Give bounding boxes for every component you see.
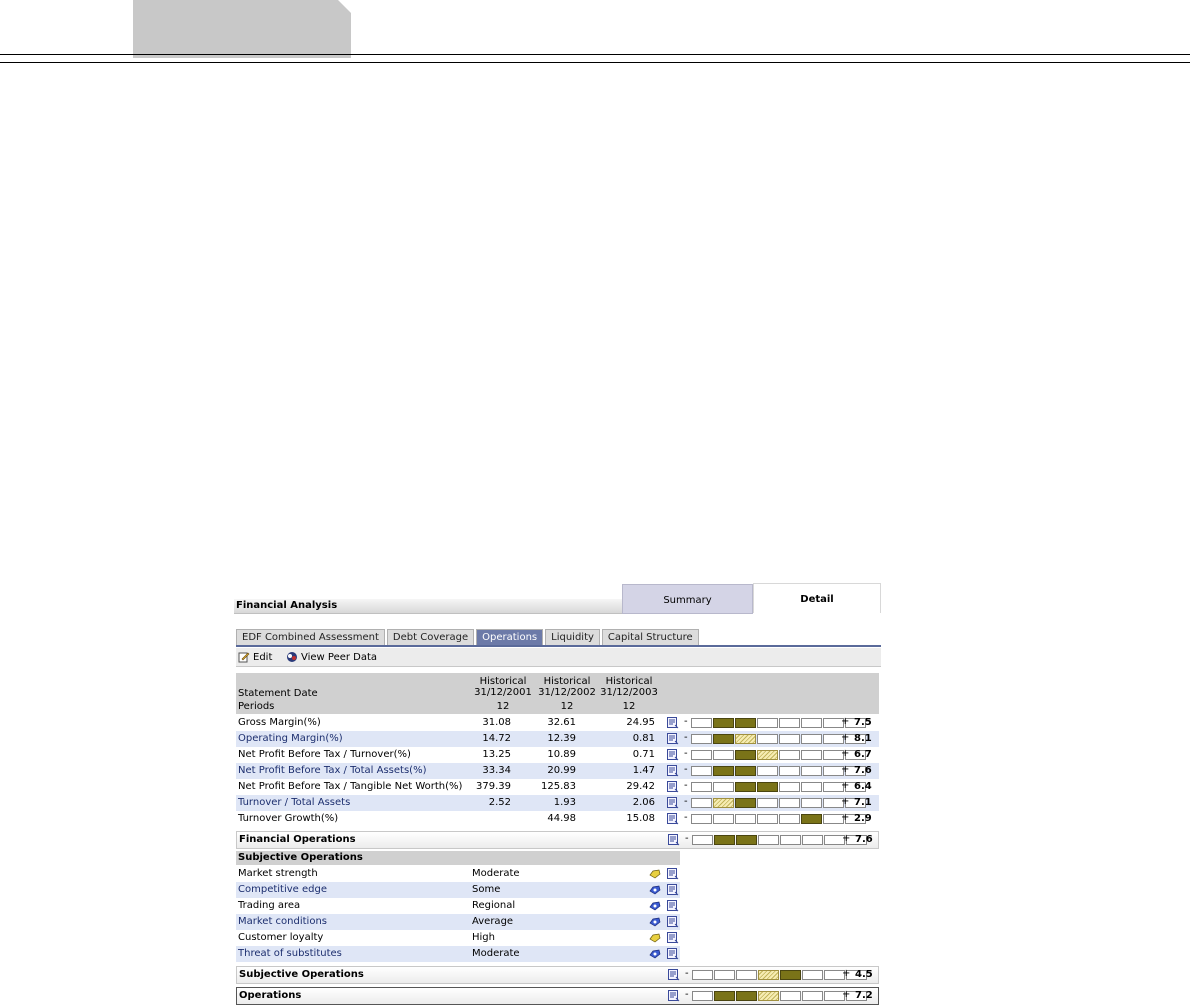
scale-cell-empty (692, 970, 713, 980)
column-header (236, 673, 879, 714)
scale-cell-empty (801, 718, 822, 728)
table-row (236, 811, 879, 827)
score-value: 2.9 (854, 813, 872, 824)
scale-cell-empty (780, 991, 801, 1001)
scale-minus: - (684, 764, 688, 775)
list-item (236, 882, 680, 898)
notes-icon[interactable] (667, 733, 679, 745)
row-value: Moderate (472, 948, 520, 959)
row-value-v2: 32.61 (547, 717, 576, 728)
row-value-v2: 1.93 (553, 797, 576, 808)
scale-cell-empty (757, 718, 778, 728)
notes-icon[interactable] (667, 781, 679, 793)
subtab-liquidity[interactable]: Liquidity (545, 629, 600, 645)
col-header-2003 (596, 676, 662, 712)
col-periods: 12 (560, 701, 574, 712)
score-value: 6.7 (854, 749, 872, 760)
scale-cell-hatched (758, 970, 779, 980)
scale-plus: + (841, 764, 850, 775)
row-label: Net Profit Before Tax / Turnover(%) (238, 749, 411, 760)
row-label: Turnover / Total Assets (238, 797, 351, 808)
periods-label: Periods (238, 701, 275, 712)
edit-label: Edit (253, 651, 273, 663)
score-value: 7.6 (855, 834, 873, 845)
operations-summary (236, 987, 879, 1005)
scale-cell-empty (802, 835, 823, 845)
score-value: 7.1 (854, 797, 872, 808)
list-item (236, 898, 680, 914)
scale-cell-filled (713, 718, 734, 728)
row-value: High (472, 932, 495, 943)
scale-plus: + (841, 732, 850, 743)
scale-cell-filled (735, 798, 756, 808)
peer-hand-icon[interactable] (649, 916, 661, 928)
notes-icon[interactable] (667, 813, 679, 825)
header-rule-bottom (0, 62, 1190, 63)
scale-minus: - (684, 732, 688, 743)
scale-cell-empty (757, 734, 778, 744)
row-value-v2: 12.39 (547, 733, 576, 744)
notes-icon[interactable] (667, 916, 679, 928)
scale-cell-empty (779, 734, 800, 744)
col-type: Historical (479, 676, 527, 687)
scale-plus: + (842, 989, 851, 1000)
scale-cell-filled (780, 970, 801, 980)
scale-cell-empty (801, 782, 822, 792)
col-date: 31/12/2002 (538, 687, 596, 698)
row-value-v3: 0.81 (632, 733, 655, 744)
col-periods: 12 (496, 701, 510, 712)
tab-summary[interactable]: Summary (622, 584, 753, 614)
scale-cell-empty (779, 798, 800, 808)
scale-cell-empty (691, 718, 712, 728)
score-value: 7.2 (855, 990, 873, 1001)
scale-cell-empty (736, 970, 757, 980)
scale-plus: + (842, 968, 851, 979)
scale-cell-empty (713, 750, 734, 760)
row-value: Moderate (472, 868, 520, 879)
scale-cell-empty (801, 734, 822, 744)
scale-plus: + (841, 812, 850, 823)
scale-cell-empty (801, 766, 822, 776)
row-label: Customer loyalty (238, 932, 324, 943)
scale-cell-filled (735, 718, 756, 728)
scale-cell-filled (801, 814, 822, 824)
approve-hand-icon[interactable] (649, 932, 661, 944)
subjective-header (236, 851, 680, 865)
scale-cell-filled (714, 991, 735, 1001)
financial-operations-summary (236, 831, 879, 849)
subtab-debt-coverage[interactable]: Debt Coverage (387, 629, 474, 645)
row-value-v2: 10.89 (547, 749, 576, 760)
scale-cell-empty (692, 835, 713, 845)
pencil-icon (238, 651, 250, 663)
row-value-v3: 0.71 (632, 749, 655, 760)
row-label: Threat of substitutes (238, 948, 342, 959)
peer-hand-icon[interactable] (649, 900, 661, 912)
scale-cell-hatched (757, 750, 778, 760)
scale-cell-filled (736, 835, 757, 845)
row-label: Gross Margin(%) (238, 717, 321, 728)
scale-cell-empty (691, 766, 712, 776)
row-value-v3: 1.47 (632, 765, 655, 776)
scale-cell-empty (780, 835, 801, 845)
notes-icon[interactable] (667, 797, 679, 809)
summary-label: Operations (239, 990, 302, 1001)
subtab-capital-structure[interactable]: Capital Structure (602, 629, 699, 645)
approve-hand-icon[interactable] (649, 868, 661, 880)
header-tab-shape (133, 0, 351, 58)
scale-minus: - (684, 796, 688, 807)
notes-icon[interactable] (667, 868, 679, 880)
row-value-v3: 24.95 (626, 717, 655, 728)
subtab-operations[interactable]: Operations (476, 629, 543, 645)
col-periods: 12 (622, 701, 636, 712)
scale-plus: + (842, 833, 851, 844)
table-row (236, 795, 879, 811)
scale-cell-empty (802, 991, 823, 1001)
scale-cell-filled (735, 782, 756, 792)
table-row (236, 747, 879, 763)
row-value-v3: 29.42 (626, 781, 655, 792)
notes-icon[interactable] (667, 900, 679, 912)
row-value-v1: 2.52 (488, 797, 511, 808)
scale-plus: + (841, 796, 850, 807)
scale-cell-empty (801, 750, 822, 760)
scale-cell-empty (691, 750, 712, 760)
notes-icon[interactable] (667, 932, 679, 944)
scale-cell-empty (801, 798, 822, 808)
list-item (236, 930, 680, 946)
scale-plus: + (841, 716, 850, 727)
scale-cell-filled (735, 750, 756, 760)
table-row (236, 731, 879, 747)
col-type: Historical (605, 676, 653, 687)
scale-plus: + (841, 748, 850, 759)
score-value: 7.6 (854, 765, 872, 776)
scale-cell-hatched (758, 991, 779, 1001)
subjective-operations-summary (236, 966, 879, 984)
scale-cell-empty (691, 814, 712, 824)
scale-cell-filled (757, 782, 778, 792)
row-value-v2: 44.98 (547, 813, 576, 824)
subtab-edf-combined[interactable]: EDF Combined Assessment (236, 629, 385, 645)
row-label: Net Profit Before Tax / Tangible Net Worth(%) (238, 781, 463, 792)
notes-icon[interactable] (667, 884, 679, 896)
table-row (236, 763, 879, 779)
notes-icon[interactable] (668, 990, 680, 1002)
scale-cell-filled (736, 991, 757, 1001)
scale-minus: - (684, 812, 688, 823)
row-value-v1: 13.25 (482, 749, 511, 760)
toolbar (236, 648, 881, 667)
score-value: 4.5 (855, 969, 873, 980)
scale-cell-empty (779, 718, 800, 728)
scale-minus: - (684, 716, 688, 727)
scale-minus: - (684, 748, 688, 759)
scale-minus: - (685, 833, 689, 844)
scale-cell-empty (779, 782, 800, 792)
list-item (236, 946, 680, 962)
col-date: 31/12/2001 (474, 687, 532, 698)
row-value-v1: 31.08 (482, 717, 511, 728)
scale-cell-filled (713, 766, 734, 776)
col-header-2001 (470, 676, 536, 712)
score-value: 6.4 (854, 781, 872, 792)
row-value: Regional (472, 900, 516, 911)
row-value-v3: 15.08 (626, 813, 655, 824)
scale-cell-empty (691, 798, 712, 808)
row-value: Average (472, 916, 514, 927)
scale-cell-empty (714, 970, 735, 980)
subjective-header-label: Subjective Operations (238, 852, 363, 863)
scale-cell-empty (757, 814, 778, 824)
row-label: Market strength (238, 868, 318, 879)
row-label: Trading area (238, 900, 301, 911)
row-label: Market conditions (238, 916, 327, 927)
scale-plus: + (841, 780, 850, 791)
scale-cell-filled (735, 766, 756, 776)
subtab-bar (236, 629, 699, 645)
scale-cell-empty (713, 782, 734, 792)
table-row (236, 715, 879, 731)
row-value-v1: 14.72 (482, 733, 511, 744)
row-value-v3: 2.06 (632, 797, 655, 808)
summary-label: Subjective Operations (239, 969, 364, 980)
score-value: 8.1 (854, 733, 872, 744)
notes-icon[interactable] (667, 765, 679, 777)
scale-cell-empty (691, 734, 712, 744)
scale-cell-empty (735, 814, 756, 824)
row-value-v2: 20.99 (547, 765, 576, 776)
header-rule-top (0, 54, 1190, 55)
list-item (236, 866, 680, 882)
notes-icon[interactable] (667, 749, 679, 761)
row-value-v1: 379.39 (476, 781, 511, 792)
tab-detail[interactable]: Detail (753, 583, 881, 613)
scale-cell-filled (714, 835, 735, 845)
scale-cell-hatched (735, 734, 756, 744)
row-value-v2: 125.83 (541, 781, 576, 792)
summary-label: Financial Operations (239, 834, 356, 845)
scale-cell-empty (802, 970, 823, 980)
score-value: 7.5 (854, 717, 872, 728)
row-label: Net Profit Before Tax / Total Assets(%) (238, 765, 427, 776)
scale-cell-empty (758, 835, 779, 845)
col-date: 31/12/2003 (600, 687, 658, 698)
scale-cell-empty (779, 814, 800, 824)
peer-hand-icon[interactable] (649, 948, 661, 960)
scale-minus: - (684, 780, 688, 791)
col-header-2002 (534, 676, 600, 712)
view-peer-label: View Peer Data (301, 651, 378, 663)
scale-cell-empty (779, 766, 800, 776)
scale-cell-empty (779, 750, 800, 760)
row-label: Turnover Growth(%) (238, 813, 339, 824)
scale-cell-empty (691, 782, 712, 792)
subtab-underline (236, 645, 881, 647)
scale-minus: - (685, 989, 689, 1000)
view-peer-data-button[interactable] (286, 651, 377, 663)
scale-cell-empty (757, 766, 778, 776)
edit-button[interactable] (238, 651, 272, 663)
statement-date-label: Statement Date (238, 688, 318, 699)
financial-analysis-panel (234, 583, 881, 1005)
row-label: Operating Margin(%) (238, 733, 343, 744)
scale-cell-filled (713, 734, 734, 744)
list-item (236, 914, 680, 930)
col-type: Historical (543, 676, 591, 687)
page-title: Financial Analysis (236, 600, 338, 611)
scale-minus: - (685, 968, 689, 979)
scale-cell-hatched (713, 798, 734, 808)
scale-cell-empty (692, 991, 713, 1001)
notes-icon[interactable] (668, 834, 680, 846)
row-value-v1: 33.34 (482, 765, 511, 776)
row-value: Some (472, 884, 501, 895)
peer-data-icon (286, 651, 298, 663)
peer-hand-icon[interactable] (649, 884, 661, 896)
title-bar (234, 599, 622, 614)
row-label: Competitive edge (238, 884, 327, 895)
notes-icon[interactable] (667, 717, 679, 729)
notes-icon[interactable] (667, 948, 679, 960)
scale-cell-empty (757, 798, 778, 808)
notes-icon[interactable] (668, 969, 680, 981)
table-row (236, 779, 879, 795)
scale-cell-empty (713, 814, 734, 824)
